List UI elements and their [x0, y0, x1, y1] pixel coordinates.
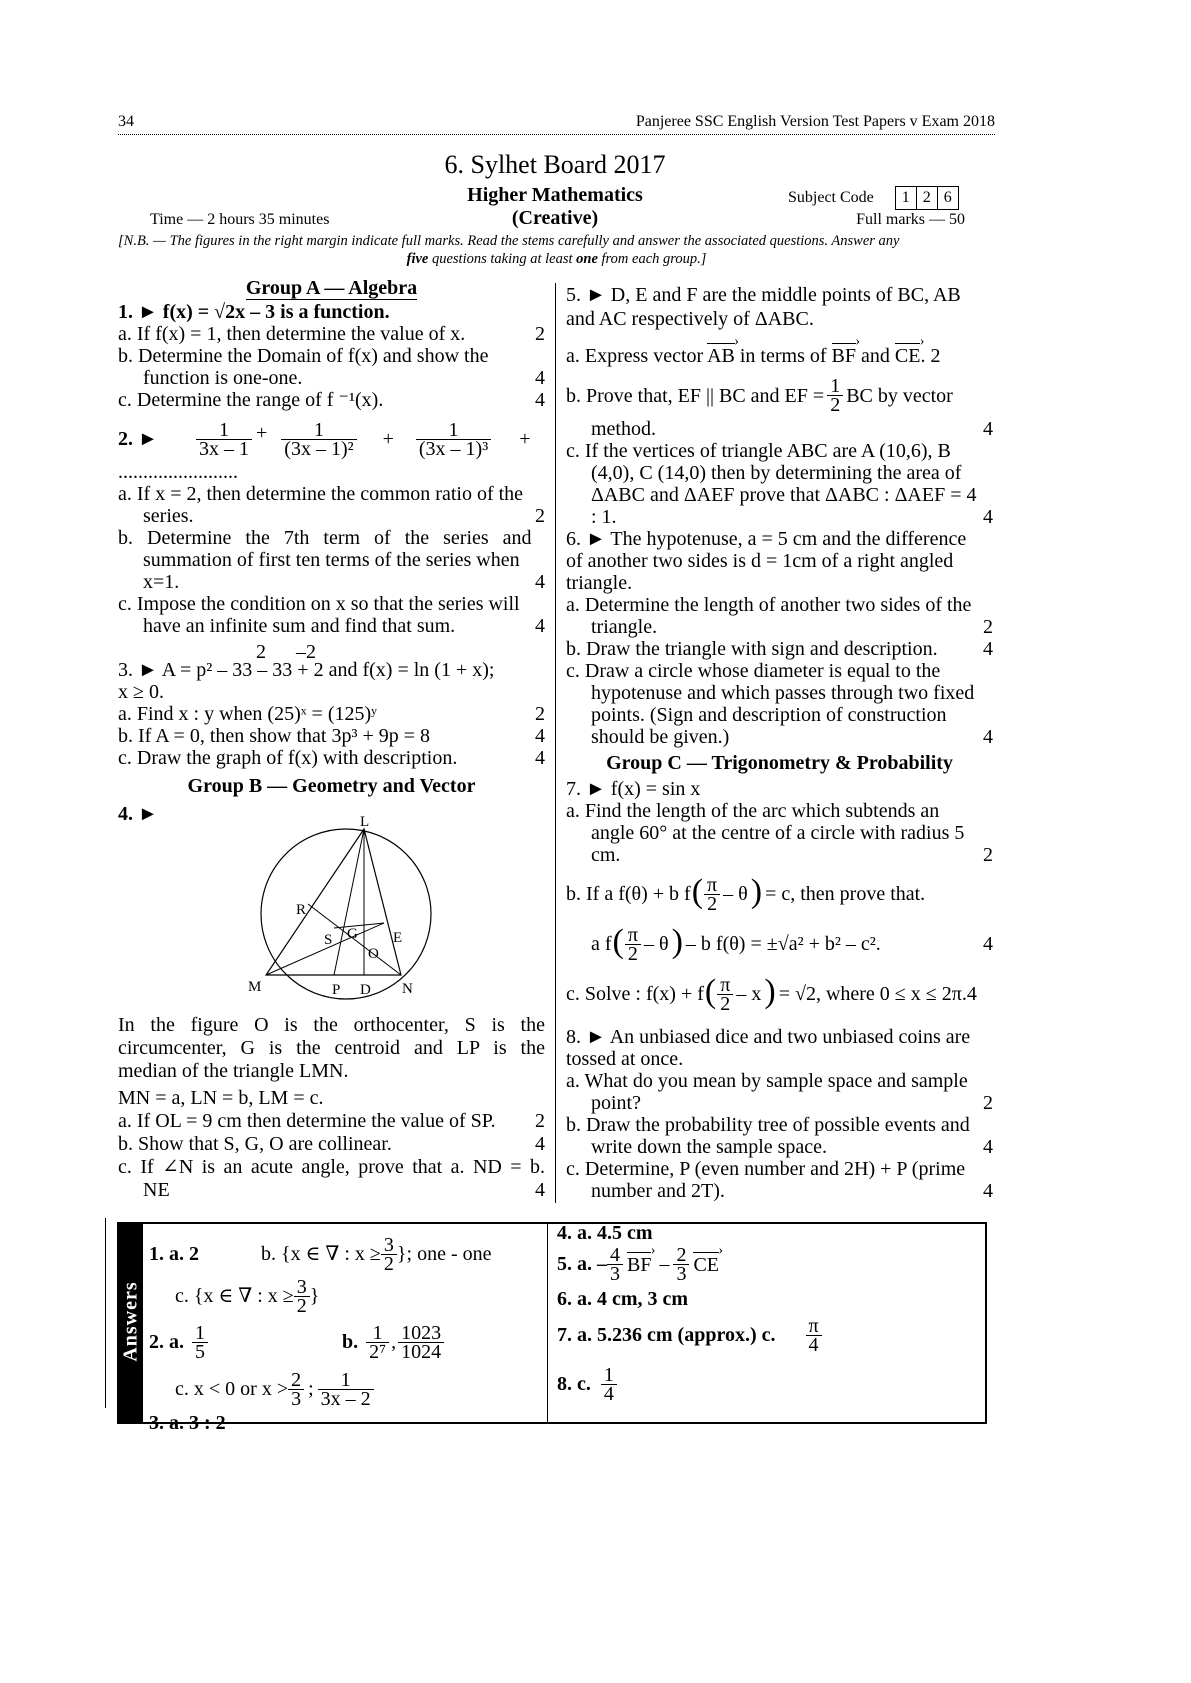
frac-den: 5 — [195, 1340, 205, 1363]
q3a-marks: 2 — [535, 703, 545, 725]
answers-left — [149, 1234, 539, 1434]
two: 2 — [627, 942, 638, 965]
q8a-line1: a. What do you mean by sample space and sample — [566, 1070, 968, 1092]
q5b-num: 1 — [827, 377, 843, 396]
group-c-title: Group C — Trigonometry & Probability — [606, 752, 953, 774]
q5c-line2: (4,0), C (14,0) then by determining the area of — [591, 462, 962, 484]
q4-line4: MN = a, LN = b, LM = c. — [118, 1087, 324, 1109]
note-text-end: from each group.] — [597, 251, 707, 267]
answer-1b: b. {x ∈ ∇ : x ≥ — [261, 1243, 381, 1265]
frac-den: 2⁷ — [369, 1340, 387, 1363]
frac-den: 3 — [610, 1262, 620, 1285]
answer-2b-frac1 — [366, 1321, 389, 1363]
frac-num: 2 — [288, 1371, 304, 1390]
q1b-line1: b. Determine the Domain of f(x) and show the — [118, 345, 489, 367]
q5b — [566, 377, 993, 414]
answer-1c-frac — [294, 1275, 310, 1317]
line-sge — [334, 923, 384, 928]
q7c-text: c. Solve : f(x) + f — [566, 983, 704, 1005]
answer-5a — [557, 1244, 977, 1284]
q2c-line2: have an infinite sum and find that sum. — [143, 615, 456, 637]
frac-den: 2 — [296, 1294, 307, 1317]
q4-line2: circumcenter, G is the centroid and LP is the — [118, 1037, 545, 1059]
frac-den: 2 — [383, 1252, 394, 1275]
q4c-line1: c. If ∠N is an acute angle, prove that a. ND = b. — [118, 1156, 545, 1178]
label-s: S — [324, 932, 333, 948]
answer-3a: 3. a. 3 : 2 — [149, 1412, 226, 1434]
instructions-line-1: [N.B. — The figures in the right margin indicate full marks. Read the stems carefully and answer the associated questions. Answer any — [118, 233, 900, 249]
q4-text — [118, 1014, 545, 1202]
vector-bf: BF › — [627, 1252, 651, 1276]
frac-den: 3 — [676, 1262, 687, 1285]
q7b-result: – b f(θ) = ±√a² + b² – c². — [685, 933, 881, 955]
q8b-line1: b. Draw the probability tree of possible events and — [566, 1114, 970, 1136]
q6-line1: 6. ► The hypotenuse, a = 5 cm and the difference — [566, 528, 967, 550]
q4-line3: median of the triangle LMN. — [118, 1060, 349, 1082]
q3-exp-2: –2 — [296, 641, 316, 663]
q7a-line1: a. Find the length of the arc which subtends an — [566, 800, 940, 822]
label-o: O — [368, 946, 379, 962]
q2-label: 2. ► — [118, 428, 158, 450]
q7b-af: a f — [591, 933, 612, 955]
q5a-marks: . 2 — [920, 345, 941, 367]
note-five: five — [406, 251, 429, 267]
q4-line1: In the figure O is the orthocenter, S is the — [118, 1014, 545, 1036]
q3b-marks: 4 — [535, 725, 545, 747]
q6a-line2: triangle. — [591, 616, 658, 638]
pi: π — [625, 926, 641, 945]
q2-term-2-num: 1 — [281, 421, 356, 440]
q3c: c. Draw the graph of f(x) with description. — [118, 747, 458, 769]
answer-1c — [149, 1274, 539, 1318]
left-column — [118, 277, 545, 825]
subject-code-label: Subject Code — [788, 189, 874, 206]
answer-5a-frac1 — [607, 1243, 623, 1285]
answers-divider — [547, 1224, 548, 1422]
full-marks: Full marks — 50 — [856, 211, 965, 228]
label-r: R — [296, 902, 307, 918]
q2-term-2 — [281, 418, 356, 460]
frac-den: 3 — [291, 1387, 302, 1410]
paren-close: ) — [671, 923, 683, 960]
answer-2b: b. — [342, 1331, 359, 1353]
q2b-line1: b. Determine the 7th term of the series and — [118, 527, 532, 549]
q3-exponents — [118, 639, 545, 663]
page-number: 34 — [118, 113, 134, 130]
q7a-line3: cm. — [591, 844, 621, 866]
answer-5a-frac2 — [673, 1243, 689, 1285]
q4c-line2: NE — [143, 1179, 170, 1201]
minus-theta: – θ — [643, 933, 669, 955]
note-text: questions taking at least — [428, 251, 577, 267]
answer-6a: 6. a. 4 cm, 3 cm — [557, 1288, 689, 1310]
q1c-marks: 4 — [535, 389, 545, 411]
answer-1a: 1. a. 2 — [149, 1243, 199, 1265]
q5a-text: a. Express vector — [566, 345, 704, 367]
answer-8c: 8. c. — [557, 1373, 591, 1395]
label-e: E — [393, 930, 403, 946]
q2b-marks: 4 — [535, 571, 545, 593]
pi: π — [717, 976, 733, 995]
q7c-text-3: = √2, where 0 ≤ x ≤ 2π.4 — [778, 983, 977, 1005]
right-column — [566, 283, 993, 1202]
frac-num: 1 — [366, 1324, 389, 1343]
two: 2 — [707, 892, 718, 915]
q3b: b. If A = 0, then show that 3p³ + 9p = 8 — [118, 725, 431, 747]
q8c-marks: 4 — [983, 1180, 993, 1202]
pi-over-2 — [704, 873, 720, 915]
q6b-marks: 4 — [983, 638, 993, 660]
q1b-marks: 4 — [535, 367, 545, 389]
two: 2 — [720, 992, 731, 1015]
exam-time: Time — 2 hours 35 minutes — [150, 211, 330, 228]
frac-den: 1024 — [401, 1340, 442, 1363]
q8a-line2: point? — [591, 1092, 641, 1114]
q6a-marks: 2 — [983, 616, 993, 638]
paren-open: ( — [691, 873, 704, 910]
q7a-line2: angle 60° at the centre of a circle with radius 5 — [591, 822, 965, 844]
q2a-line1: a. If x = 2, then determine the common ratio of the — [118, 483, 524, 505]
q7b-line2 — [566, 922, 993, 966]
q8c-line1: c. Determine, P (even number and 2H) + P (prime — [566, 1158, 966, 1180]
answer-1c-text: c. {x ∈ ∇ : x ≥ — [175, 1285, 294, 1307]
paren-open: ( — [612, 923, 624, 960]
q5b-line2: method. — [591, 418, 656, 440]
answer-8 — [557, 1360, 977, 1408]
answer-2a: 2. a. — [149, 1331, 184, 1353]
answer-7 — [557, 1310, 977, 1360]
q1a: a. If f(x) = 1, then determine the value of x. — [118, 323, 466, 345]
q8a-marks: 2 — [983, 1092, 993, 1114]
answer-1b-frac — [381, 1233, 397, 1275]
geometry-figure — [236, 810, 456, 1010]
paren-close: ) — [750, 873, 763, 910]
q5b-text: b. Prove that, EF || BC and EF = — [566, 384, 825, 407]
q2-term-1 — [196, 418, 252, 460]
q6-line2: of another two sides is d = 1cm of a right angled — [566, 550, 954, 572]
vector-ce: CE › — [693, 1252, 719, 1276]
frac-den: 4 — [603, 1382, 614, 1405]
answers-tab — [119, 1224, 143, 1422]
label-p: P — [332, 982, 341, 998]
minus-x: – x — [736, 983, 762, 1005]
answer-4a: 4. a. 4.5 cm — [557, 1222, 653, 1244]
q8-line1: 8. ► An unbiased dice and two unbiased coins are — [566, 1026, 971, 1048]
q5a — [566, 345, 993, 367]
q3-exp-1: 2 — [256, 641, 266, 663]
subject-title: Higher Mathematics — [467, 184, 643, 206]
q7b-text-3: = c, then prove that. — [765, 883, 926, 905]
answer-2c: c. x < 0 or x > $\frac{2}{3}$ ; $\frac{1}{3x - 2}$ — [149, 1366, 539, 1412]
q4-label: 4. ► — [118, 803, 158, 825]
answer-1ab — [149, 1234, 539, 1274]
board-title: 6. Sylhet Board 2017 — [444, 150, 666, 179]
q5c-line4: : 1. — [591, 506, 617, 528]
q1-stem: 1. ► f(x) = √2x – 3 is a function. — [118, 301, 390, 323]
label-m: M — [248, 979, 262, 995]
answer-2c-frac1 — [288, 1368, 304, 1410]
q7-stem: 7. ► f(x) = sin x — [566, 778, 701, 800]
q2b-line3: x=1. — [143, 571, 180, 593]
q4c-marks: 4 — [535, 1179, 545, 1201]
vector-ab: AB › — [707, 343, 735, 367]
header-rule — [118, 134, 995, 135]
q6c-line3: points. (Sign and description of construction — [591, 704, 947, 726]
q6a-line1: a. Determine the length of another two sides of the — [566, 594, 972, 616]
frac-num: 3 — [294, 1278, 310, 1297]
frac-num: 3 — [381, 1236, 397, 1255]
q6c-line1: c. Draw a circle whose diameter is equal to the — [566, 660, 941, 682]
q2-term-3 — [416, 418, 491, 460]
frac-den: 3x – 2 — [320, 1387, 371, 1410]
vector-bf: BF › — [832, 343, 856, 367]
frac-num: 4 — [607, 1246, 623, 1265]
q5-stem — [566, 283, 993, 331]
q7a-marks: 2 — [983, 844, 993, 866]
label-d: D — [360, 982, 371, 998]
q2a-line2: series. — [143, 505, 194, 527]
q5b-text-2: BC by vector — [846, 384, 953, 407]
q3a: a. Find x : y when (25)ˣ = (125)ʸ — [118, 703, 378, 725]
answers-label: Answers — [119, 1281, 142, 1362]
code-digit: 2 — [916, 186, 938, 210]
q1c: c. Determine the range of f ⁻¹(x). — [118, 389, 384, 411]
answer-2ab: 2. a. $\frac{1}{5}$ b. $\frac{1}{\text{2⁷}}$ , $\frac{1023}{1024}$ — [149, 1318, 539, 1366]
q2-term-3-num: 1 — [416, 421, 491, 440]
q5c-line3: ΔABC and ΔAEF prove that ΔABC : ΔAEF = 4 — [591, 484, 977, 506]
q2c-marks: 4 — [535, 615, 545, 637]
q1b-line2: function is one-one. — [143, 367, 303, 389]
q2a-marks: 2 — [535, 505, 545, 527]
answers-side-rule — [105, 1218, 106, 1408]
answer-1c-end: } — [309, 1285, 320, 1307]
q7b-line1 — [566, 872, 993, 916]
minus-sign: – — [659, 1253, 670, 1275]
q6c-marks: 4 — [983, 726, 993, 748]
frac-num: 2 — [673, 1246, 689, 1265]
minus-theta: – θ — [723, 883, 748, 905]
answer-2b-frac2 — [398, 1321, 444, 1363]
q8-line2: tossed at once. — [566, 1048, 684, 1070]
q3c-marks: 4 — [535, 747, 545, 769]
answer-7c-frac — [806, 1314, 822, 1356]
q5a-text-2: in terms of — [739, 345, 827, 367]
q7c — [566, 972, 993, 1016]
column-divider — [555, 283, 556, 1203]
subject-code — [788, 186, 959, 210]
answer-5a-label: 5. a. – — [557, 1253, 607, 1275]
q7b-text: b. If a f(θ) + b f — [566, 883, 691, 905]
circumcircle — [261, 829, 431, 999]
q6c-line2: hypotenuse and which passes through two fixed — [591, 682, 975, 704]
q4a-marks: 2 — [535, 1110, 545, 1132]
q8b-marks: 4 — [983, 1136, 993, 1158]
exam-type: (Creative) — [511, 207, 599, 229]
pi: π — [704, 876, 720, 895]
frac-num: 1 — [601, 1366, 617, 1385]
q3-stem: 3. ► A = p² – 33 – 33 + 2 and f(x) = ln (1 + x); — [118, 659, 495, 681]
paren-close: ) — [764, 973, 776, 1010]
code-digit: 1 — [895, 186, 917, 210]
q6-line3: triangle. — [566, 572, 633, 594]
q3-stem-2: x ≥ 0. — [118, 681, 164, 703]
q8c-line2: number and 2T). — [591, 1180, 725, 1202]
pi-over-2 — [717, 973, 733, 1015]
q5-line1: 5. ► D, E and F are the middle points of BC, AB — [566, 284, 961, 306]
frac-num: 1 — [192, 1324, 208, 1343]
label-n: N — [402, 981, 413, 997]
vector-ce: CE › — [895, 343, 921, 367]
q5a-and: and — [861, 345, 890, 367]
q4a: a. If OL = 9 cm then determine the value of SP. — [118, 1110, 496, 1132]
answer-7a: 7. a. 5.236 cm (approx.) c. — [557, 1324, 776, 1346]
plus-sign: + — [382, 428, 394, 450]
answers-box — [117, 1222, 987, 1434]
q2-term-3-den: (3x – 1)³ — [418, 437, 489, 460]
q5b-frac — [827, 377, 843, 414]
note-one: one — [576, 251, 598, 267]
q4b: b. Show that S, G, O are collinear. — [118, 1133, 392, 1155]
frac-num: π — [806, 1317, 822, 1336]
plus-sign: + — [256, 422, 268, 444]
q6b: b. Draw the triangle with sign and description. — [566, 638, 938, 660]
q4b-marks: 4 — [535, 1133, 545, 1155]
q2-term-1-num: 1 — [196, 421, 252, 440]
answer-2c-text: c. x < 0 or x > — [175, 1378, 289, 1400]
q5c-line1: c. If the vertices of triangle ABC are A (10,6), B — [566, 440, 951, 462]
q2-stem — [118, 417, 545, 461]
q1a-marks: 2 — [535, 323, 545, 345]
answer-2c-frac2 — [318, 1368, 374, 1410]
answer-8c-frac — [601, 1363, 617, 1405]
instructions — [118, 232, 995, 268]
q2-term-2-den: (3x – 1)² — [284, 437, 354, 460]
instructions-line-2 — [118, 250, 995, 268]
paren-open: ( — [704, 973, 717, 1010]
q2-term-1-den: 3x – 1 — [199, 437, 249, 460]
frac-num: 1 — [318, 1371, 374, 1390]
answers-right — [557, 1222, 977, 1408]
q2b-line2: summation of first ten terms of the series when — [143, 549, 520, 571]
answer-1b-end: }; one - one — [396, 1243, 492, 1265]
frac-num: 1023 — [398, 1324, 444, 1343]
group-a-title: Group A — Algebra — [245, 277, 418, 299]
q2c-line1: c. Impose the condition on x so that the series will — [118, 593, 520, 615]
q7b-marks: 4 — [983, 933, 993, 955]
q5c-marks: 4 — [983, 506, 993, 528]
triangle-lmn — [266, 829, 401, 975]
label-g: G — [347, 926, 358, 942]
q5b-marks: 4 — [983, 418, 993, 440]
code-digit: 6 — [937, 186, 959, 210]
q2-dots: ........................ — [118, 461, 238, 483]
running-title: Panjeree SSC English Version Test Papers v Exam 2018 — [635, 113, 995, 130]
group-b-title: Group B — Geometry and Vector — [187, 775, 476, 797]
q5-line2: and AC respectively of ΔABC. — [566, 308, 814, 330]
q6c-line4: should be given.) — [591, 726, 730, 748]
pi-over-2 — [625, 923, 641, 965]
q8b-line2: write down the sample space. — [591, 1136, 828, 1158]
label-l: L — [360, 814, 370, 830]
frac-den: 4 — [808, 1333, 819, 1356]
plus-sign: + — [519, 428, 531, 450]
q5b-den: 2 — [830, 394, 841, 416]
